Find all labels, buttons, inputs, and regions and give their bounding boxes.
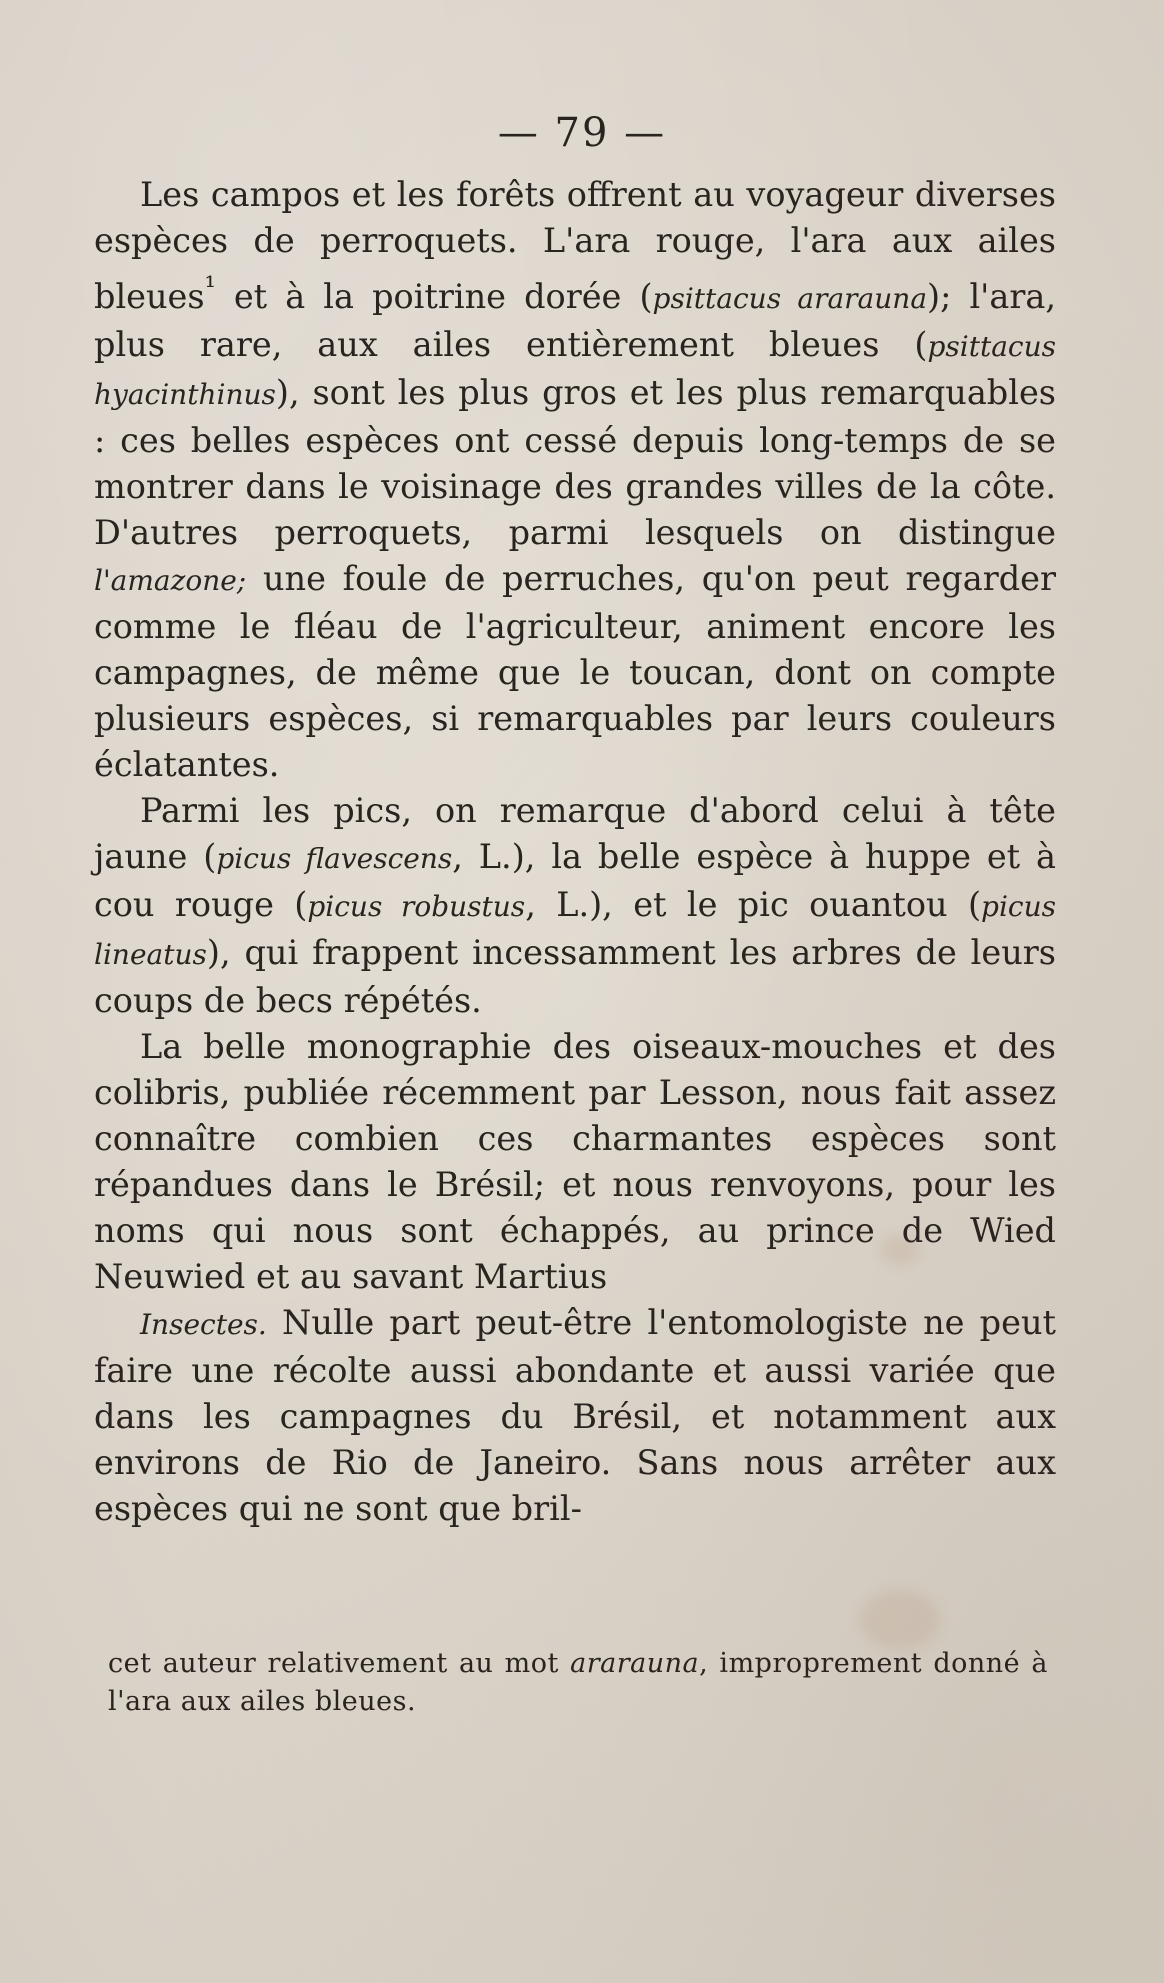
latin-name: psittacus hyacinthinus: [94, 330, 1056, 412]
text-run: ); l'ara, plus rare, aux ailes entièrement bleues (: [94, 277, 1056, 365]
text-run: Nulle part peut-être l'entomologiste ne peut faire une récolte aussi abondante et aussi variée que dans les campagnes du Brésil, et notamment aux environs de Rio de Janeiro. Sans nous arrêter aux espèces qui ne sont que bril-: [94, 1303, 1056, 1529]
footnote-marker: ¹: [204, 270, 216, 303]
text-run: ), qui frappent incessamment les arbres de leurs coups de becs répétés.: [94, 933, 1056, 1021]
latin-name: picus robustus: [307, 890, 526, 924]
text-run: La belle monographie des oiseaux-mouches et des colibris, publiée récemment par Lesson, nous fait assez connaître combien ces charmantes espèces sont répandues dans le Brésil; et nous renvoyons, pour les noms qui nous sont échappés, au prince de Wied Neuwied et au savant Martius: [94, 1027, 1056, 1297]
latin-name: picus flavescens: [216, 842, 453, 876]
latin-name: l'amazone;: [94, 564, 247, 598]
latin-name: Insectes.: [140, 1308, 267, 1342]
paragraph-parrots: [94, 172, 1056, 788]
text-run: Parmi les pics, on remarque d'abord celui à tête jaune (: [94, 791, 1056, 877]
text-run: , improprement donné à l'ara aux ailes bleues.: [108, 1648, 1048, 1717]
paragraph-hummingbirds: [94, 1024, 1056, 1300]
latin-name: ararauna: [570, 1648, 700, 1679]
paper-stain: [860, 1590, 940, 1650]
paragraph-insects: [94, 1300, 1056, 1532]
latin-name: psittacus ararauna: [652, 282, 928, 316]
text-run: , L.), la belle espèce à huppe et à cou rouge (: [94, 837, 1056, 925]
text-run: Les campos et les forêts offrent au voyageur diverses espèces de perroquets. L'ara rouge, l'ara aux ailes bleues: [94, 175, 1056, 317]
text-run: , L.), et le pic ouantou (: [525, 885, 982, 925]
text-run: ), sont les plus gros et les plus remarquables : ces belles espèces ont cessé depuis long-temps de se montrer dans le voisinage des grandes villes de la côte. D'autres perroquets, parmi lesquels on distingue: [94, 373, 1056, 553]
page-number: — 79 —: [497, 110, 667, 156]
latin-name: picus lineatus: [94, 890, 1056, 972]
text-run: une foule de perruches, qu'on peut regarder comme le fléau de l'agriculteur, animent encore les campagnes, de même que le toucan, dont on compte plusieurs espèces, si remarquables par leurs couleurs éclatantes.: [94, 559, 1056, 785]
body-text: [94, 172, 1056, 1532]
footnote: [108, 1645, 1048, 1721]
text-run: cet auteur relativement au mot: [108, 1648, 571, 1679]
paragraph-woodpeckers: [94, 788, 1056, 1024]
text-run: et à la poitrine dorée (: [215, 277, 653, 317]
